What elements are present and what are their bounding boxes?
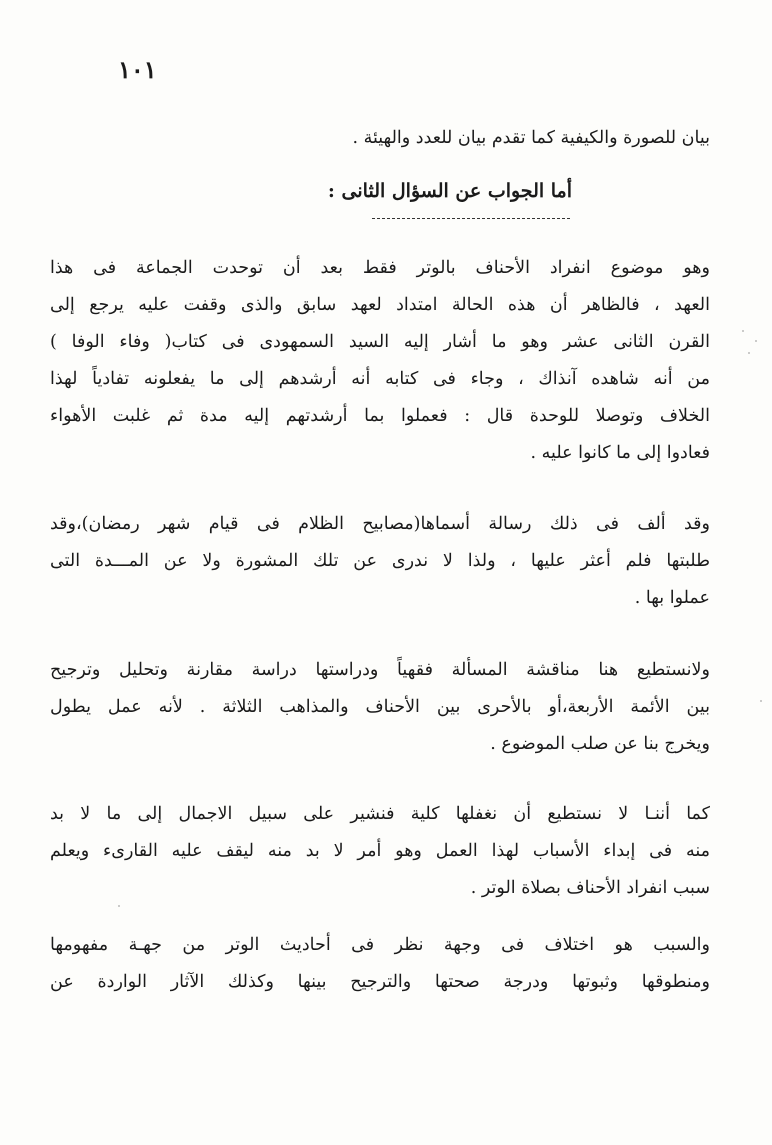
page-number: ١٠١ — [118, 55, 157, 84]
paragraph-5 — [50, 927, 710, 1001]
paragraph-intro — [50, 120, 710, 157]
text-line: العهد ، فالظاهر أن هذه الحالة امتداد لعهد سابق والذى وقفت عليه يرجع إلى — [50, 295, 710, 315]
paragraph-3 — [50, 652, 710, 763]
text-line: فعادوا إلى ما كانوا عليه . — [530, 443, 710, 463]
scan-speck — [742, 330, 744, 332]
paragraph-1 — [50, 250, 710, 472]
text-line: والسبب هو اختلاف فى وجهة نظر فى أحاديث الوتر من جهـة مفهومها — [50, 935, 710, 955]
text-line: بيان للصورة والكيفية كما تقدم بيان للعدد والهيئة . — [352, 128, 710, 148]
text-line: وهو موضوع انفراد الأحناف بالوتر فقط بعد أن توحدت الجماعة فى هذا — [50, 258, 710, 278]
section-heading: أما الجواب عن السؤال الثانى : — [327, 180, 572, 202]
text-line: ومنطوقها وثبوتها ودرجة صحتها والترجيح بينها وكذلك الآثار الواردة عن — [50, 972, 710, 992]
heading-underline — [372, 218, 570, 219]
scan-speck — [118, 905, 120, 907]
text-line: الخلاف وتوصلا للوحدة قال : فعملوا بما أرشدتهم إليه مدة ثم غلبت الأهواء — [50, 406, 710, 426]
text-line: سبب انفراد الأحناف بصلاة الوتر . — [470, 878, 710, 898]
paragraph-4 — [50, 796, 710, 907]
text-line: منه فى إبداء الأسباب لهذا العمل وهو أمر لا بد منه ليقف عليه القارىء ويعلم — [50, 841, 710, 861]
text-line: عملوا بها . — [634, 588, 710, 608]
text-line: ويخرج بنا عن صلب الموضوع . — [490, 734, 710, 754]
text-line: ولانستطيع هنا مناقشة المسألة فقهياً ودراستها دراسة مقارنة وتحليل وترجيح — [50, 660, 710, 680]
text-line: وقد ألف فى ذلك رسالة أسماها(مصابيح الظلام فى قيام شهر رمضان)،وقد — [50, 514, 710, 534]
text-line: القرن الثانى عشر وهو ما أشار إليه السيد السمهودى فى كتاب( وفاء الوفا ) — [50, 332, 710, 352]
paragraph-2 — [50, 506, 710, 617]
scan-speck — [748, 352, 750, 354]
scan-speck — [755, 340, 757, 342]
text-line: بين الأئمة الأربعة،أو بالأحرى بين الأحناف والمذاهب الثلاثة . لأنه عمل يطول — [50, 697, 710, 717]
text-line: من أنه شاهده آنذاك ، وجاء فى كتابه أنه أرشدهم إلى ما يفعلونه تفادياً لهذا — [50, 369, 710, 389]
scan-speck — [760, 700, 762, 702]
text-line: طلبتها فلم أعثر عليها ، ولذا لا ندرى عن تلك المشورة ولا عن المـــدة التى — [50, 551, 710, 571]
text-line: كما أننـا لا نستطيع أن نغفلها كلية فنشير على سبيل الاجمال إلى ما لا بد — [50, 804, 710, 824]
